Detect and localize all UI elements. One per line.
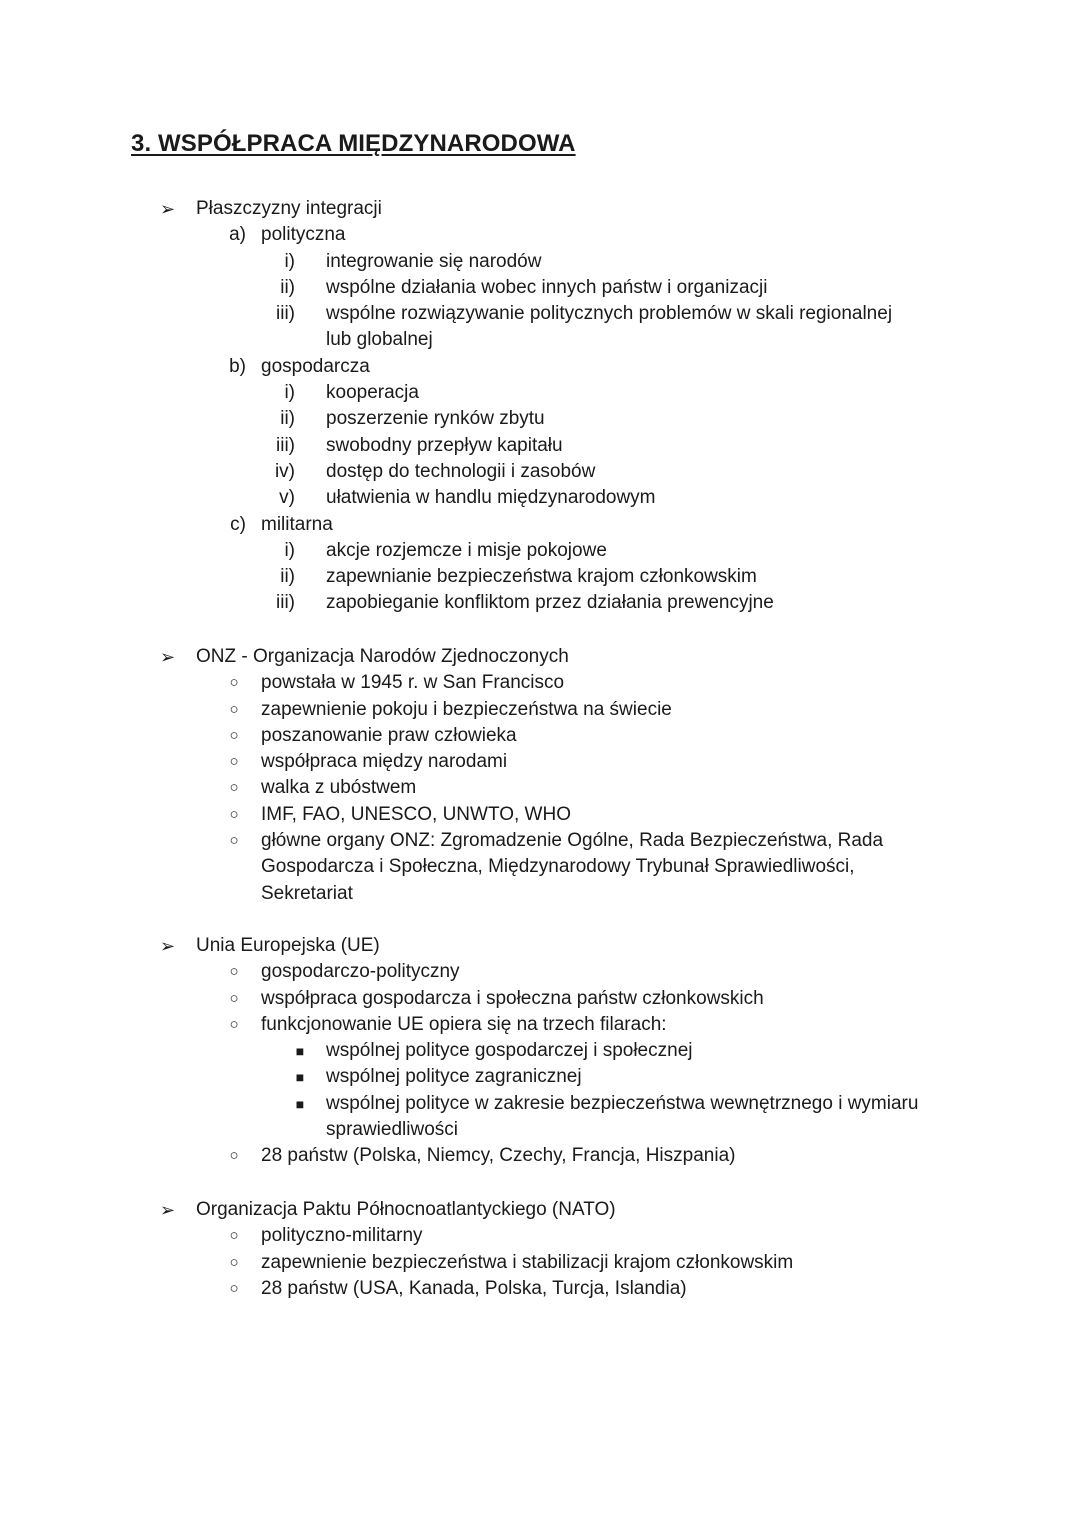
circle-bullet-icon: ○ (229, 1279, 239, 1297)
list-item (0, 590, 1080, 616)
sub-list-item (0, 1038, 1080, 1064)
list-item-text: poszerzenie rynków zbytu (326, 408, 545, 430)
arrow-bullet-icon: ➢ (160, 199, 176, 219)
list-item-text: zapobieganie konfliktom przez działania prewencyjne (326, 592, 774, 614)
list-marker: i) (284, 250, 295, 272)
list-marker: iii) (276, 434, 295, 456)
list-marker: ii) (280, 566, 295, 588)
list-item-text: Sekretariat (261, 882, 353, 904)
section-onz (0, 644, 1080, 907)
list-item (0, 697, 1080, 723)
list-item (0, 670, 1080, 696)
group-item (0, 354, 1080, 380)
circle-bullet-icon: ○ (229, 1227, 239, 1245)
list-item (0, 564, 1080, 590)
list-marker: b) (229, 355, 246, 377)
list-item-text: Organizacja Paktu Północnoatlantyckiego (NATO) (196, 1199, 616, 1220)
list-item (0, 1250, 1080, 1276)
list-item-text: ONZ - Organizacja Narodów Zjednoczonych (196, 646, 569, 667)
list-marker: iii) (276, 303, 295, 325)
list-item (0, 433, 1080, 459)
section-nato (0, 1197, 1080, 1302)
list-marker: i) (284, 539, 295, 561)
list-item (0, 301, 1080, 327)
list-item-text: akcje rozjemcze i misje pokojowe (326, 539, 607, 561)
list-item-text: Gospodarcza i Społeczna, Międzynarodowy Trybunał Sprawiedliwości, (261, 856, 855, 878)
circle-bullet-icon: ○ (229, 1015, 239, 1033)
list-item-text: IMF, FAO, UNESCO, UNWTO, WHO (261, 803, 571, 825)
section-heading (0, 196, 1080, 222)
arrow-bullet-icon: ➢ (160, 936, 176, 956)
list-item-text: polityczna (261, 224, 346, 246)
list-item-text: wspólne rozwiązywanie politycznych problemów w skali regionalnej (326, 303, 893, 325)
list-item-text: kooperacja (326, 382, 419, 404)
list-marker: ii) (280, 276, 295, 298)
list-item (0, 1143, 1080, 1169)
list-item (0, 828, 1080, 854)
list-marker: iv) (274, 460, 295, 482)
list-item-text: ułatwienia w handlu międzynarodowym (326, 487, 656, 509)
list-item-text: lub globalnej (326, 329, 433, 351)
list-item-text: główne organy ONZ: Zgromadzenie Ogólne, Rada Bezpieczeństwa, Rada (261, 830, 884, 852)
list-marker: i) (284, 382, 295, 404)
section-integration-planes (0, 196, 1080, 617)
list-marker: v) (279, 487, 295, 509)
list-item-text: wspólnej polityce gospodarczej i społecznej (326, 1040, 693, 1062)
list-item-continuation (0, 327, 1080, 353)
list-item-text: integrowanie się narodów (326, 250, 542, 272)
list-item (0, 1276, 1080, 1302)
circle-bullet-icon: ○ (229, 832, 239, 850)
circle-bullet-icon: ○ (229, 700, 239, 718)
list-marker: iii) (276, 592, 295, 614)
circle-bullet-icon: ○ (229, 989, 239, 1007)
list-item-text: Unia Europejska (UE) (196, 935, 380, 956)
list-item (0, 802, 1080, 828)
group-item (0, 222, 1080, 248)
list-item-text: wspólnej polityce zagranicznej (326, 1066, 582, 1088)
circle-bullet-icon: ○ (229, 674, 239, 692)
list-item (0, 749, 1080, 775)
circle-bullet-icon: ○ (229, 963, 239, 981)
circle-bullet-icon: ○ (229, 779, 239, 797)
sub-list-item (0, 1091, 1080, 1117)
list-item (0, 1223, 1080, 1249)
list-item (0, 459, 1080, 485)
list-item-text: polityczno-militarny (261, 1225, 423, 1247)
list-marker: a) (229, 224, 246, 246)
list-item-continuation (0, 1117, 1080, 1143)
arrow-bullet-icon: ➢ (160, 1200, 176, 1220)
list-item (0, 1012, 1080, 1038)
list-item-text: funkcjonowanie UE opiera się na trzech filarach: (261, 1013, 667, 1035)
circle-bullet-icon: ○ (229, 805, 239, 823)
square-bullet-icon: ■ (295, 1043, 305, 1060)
list-item-text: wspólnej polityce w zakresie bezpieczeństwa wewnętrznego i wymiaru (326, 1092, 919, 1114)
section-heading (0, 644, 1080, 670)
list-item-text: 28 państw (USA, Kanada, Polska, Turcja, Islandia) (261, 1277, 687, 1299)
list-item (0, 485, 1080, 511)
list-item-text: zapewnienie pokoju i bezpieczeństwa na świecie (261, 698, 672, 720)
list-item (0, 959, 1080, 985)
list-item-text: gospodarczo-polityczny (261, 961, 460, 983)
page-title: 3. WSPÓŁPRACA MIĘDZYNARODOWA (131, 130, 576, 157)
list-item-continuation (0, 881, 1080, 907)
list-item (0, 275, 1080, 301)
list-item-text: zapewnienie bezpieczeństwa i stabilizacji krajom członkowskim (261, 1251, 794, 1273)
list-item-text: militarna (261, 513, 333, 535)
list-item-text: gospodarcza (261, 355, 370, 377)
list-item-text: dostęp do technologii i zasobów (326, 460, 596, 482)
list-item (0, 406, 1080, 432)
list-item-text: zapewnianie bezpieczeństwa krajom członkowskim (326, 566, 757, 588)
circle-bullet-icon: ○ (229, 1253, 239, 1271)
section-heading (0, 933, 1080, 959)
list-item (0, 723, 1080, 749)
list-item-text: walka z ubóstwem (261, 777, 417, 799)
square-bullet-icon: ■ (295, 1095, 305, 1112)
list-item (0, 775, 1080, 801)
list-item-text: powstała w 1945 r. w San Francisco (261, 672, 565, 694)
sub-list-item (0, 1064, 1080, 1090)
list-item (0, 538, 1080, 564)
circle-bullet-icon: ○ (229, 753, 239, 771)
list-item-text: współpraca gospodarcza i społeczna państw członkowskich (261, 987, 764, 1009)
list-item-text: 28 państw (Polska, Niemcy, Czechy, Francja, Hiszpania) (261, 1145, 736, 1167)
list-item (0, 986, 1080, 1012)
list-item-text: sprawiedliwości (326, 1119, 458, 1141)
list-item (0, 380, 1080, 406)
arrow-bullet-icon: ➢ (160, 647, 176, 667)
list-item-continuation (0, 854, 1080, 880)
section-eu (0, 933, 1080, 1170)
list-marker: c) (230, 513, 246, 535)
list-item (0, 249, 1080, 275)
section-heading (0, 1197, 1080, 1223)
list-item-text: poszanowanie praw człowieka (261, 724, 517, 746)
list-item-text: współpraca między narodami (261, 751, 508, 773)
group-item (0, 512, 1080, 538)
circle-bullet-icon: ○ (229, 726, 239, 744)
list-item-text: Płaszczyzny integracji (196, 198, 382, 219)
list-item-text: wspólne działania wobec innych państw i organizacji (326, 276, 768, 298)
circle-bullet-icon: ○ (229, 1147, 239, 1165)
list-marker: ii) (280, 408, 295, 430)
list-item-text: swobodny przepływ kapitału (326, 434, 563, 456)
square-bullet-icon: ■ (295, 1069, 305, 1086)
